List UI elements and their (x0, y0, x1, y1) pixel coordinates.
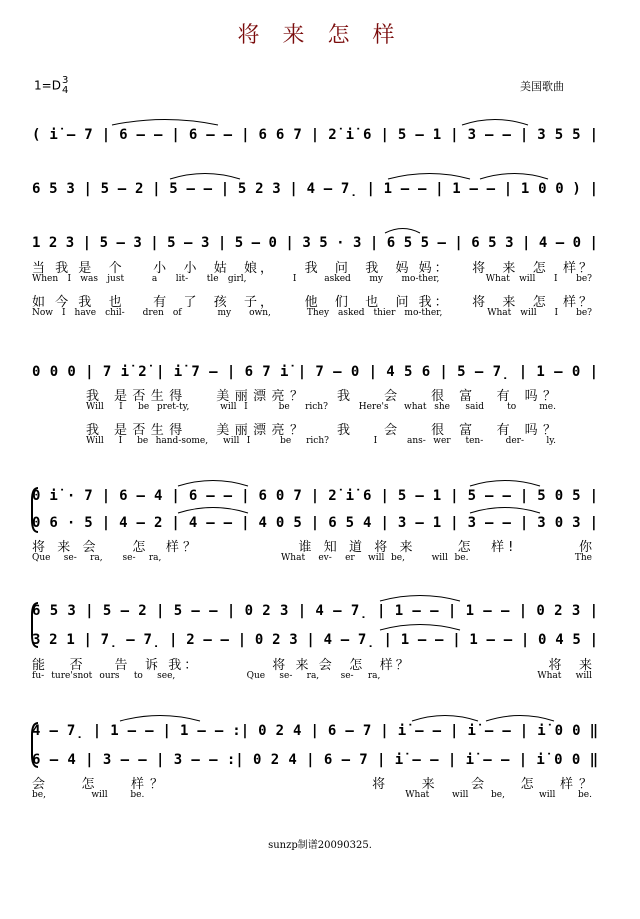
notation-line: 4 – 7̣ | 1 – – | 1 – – :| 0 2 4 | 6 – 7 | i̇ – – | i̇ – – | i̇ 0 0 ‖ (32, 723, 598, 739)
lyric-line-english: Will I be pret-ty, will I be rich? Here's what she said to me. (86, 402, 556, 412)
song-origin: 美国歌曲 (520, 80, 564, 93)
lyric-line-chinese: 会 怎 样？ 将 来 会 怎 样？ (32, 777, 592, 792)
lyric-line-chinese: 当 我 是 个 小 小 姑 娘， 我 问 我 妈 妈： 将 来 怎 样？ (32, 261, 592, 276)
notation-line: 3 2 1 | 7̣ – 7̣ | 2 – – | 0 2 3 | 4 – 7̣ | 1 – – | 1 – – | 0 4 5 | (32, 632, 598, 648)
notation-line: 6 5 3 | 5 – 2 | 5 – – | 5 2 3 | 4 – 7̣ | 1 – – | 1 – – | 1 0 0 ) | (32, 181, 598, 197)
lyric-line-english: Will I be hand-some, will I be rich? I ans- wer ten- der- ly. (86, 436, 556, 446)
time-bottom: 4 (61, 85, 69, 96)
time-top: 3 (61, 75, 69, 86)
lyric-line-english: Que se- ra, se- ra, What ev- er will be, will be. The (32, 553, 592, 563)
notation-line: 0 i̇ · 7 | 6 – 4 | 6 – – | 6 0 7 | 2̇ i̇ 6 | 5 – 1 | 5 – – | 5 0 5 | (32, 488, 598, 504)
lyric-line-chinese: 将 来 会 怎 样？ 谁 知 道 将 来 怎 样! 你 (32, 540, 592, 555)
time-signature (62, 76, 68, 96)
song-title: 将 来 怎 样 (237, 23, 403, 48)
notation-line: 6 – 4 | 3 – – | 3 – – :| 0 2 4 | 6 – 7 | i̇ – – | i̇ – – | i̇ 0 0 ‖ (32, 752, 598, 768)
lyric-line-chinese: 我 是否生得 美丽漂亮？ 我 会 很 富 有 吗？ (86, 389, 556, 404)
lyric-line-english: When I was just a lit- tle girl, I asked my mo-ther, What will I be? (32, 274, 592, 284)
key-label: 1=D (34, 78, 61, 93)
lyric-line-chinese: 我 是否生得 美丽漂亮？ 我 会 很 富 有 吗？ (86, 423, 556, 438)
notation-line: 1 2 3 | 5 – 3 | 5 – 3 | 5 – 0 | 3 5 · 3 | 6 5 5 – | 6 5 3 | 4 – 0 | (32, 235, 598, 251)
lyric-line-chinese: 如 今 我 也 有 了 孩 子， 他 们 也 问 我： 将 来 怎 样？ (32, 295, 592, 310)
lyric-line-english: Now I have chil- dren of my own, They asked thier mo-ther, What will I be? (32, 308, 592, 318)
lyric-line-english: be, will be. What will be, will be. (32, 790, 592, 800)
notation-line: ( i̇ – 7 | 6 – – | 6 – – | 6 6 7 | 2̇ i̇ 6 | 5 – 1 | 3 – – | 3 5 5 | (32, 127, 598, 143)
notation-line: 0 0 0 | 7 i̇ 2̇ | i̇ 7 – | 6 7 i̇ | 7 – 0 | 4 5 6 | 5 – 7̣ | 1 – 0 | (32, 364, 598, 380)
notation-line: 6 5 3 | 5 – 2 | 5 – – | 0 2 3 | 4 – 7̣ | 1 – – | 1 – – | 0 2 3 | (32, 603, 598, 619)
notation-line: 0 6 · 5 | 4 – 2 | 4 – – | 4 0 5 | 6 5 4 | 3 – 1 | 3 – – | 3 0 3 | (32, 515, 598, 531)
lyric-line-chinese: 能 否 告 诉 我： 将 来 会 怎 样？ 将 来 (32, 658, 592, 673)
lyric-line-english: fu- ture'snot ours to see, Que se- ra, se- ra, What will (32, 671, 592, 681)
footer-credit: sunzp制谱20090325. (268, 840, 372, 851)
key-signature (34, 76, 68, 96)
